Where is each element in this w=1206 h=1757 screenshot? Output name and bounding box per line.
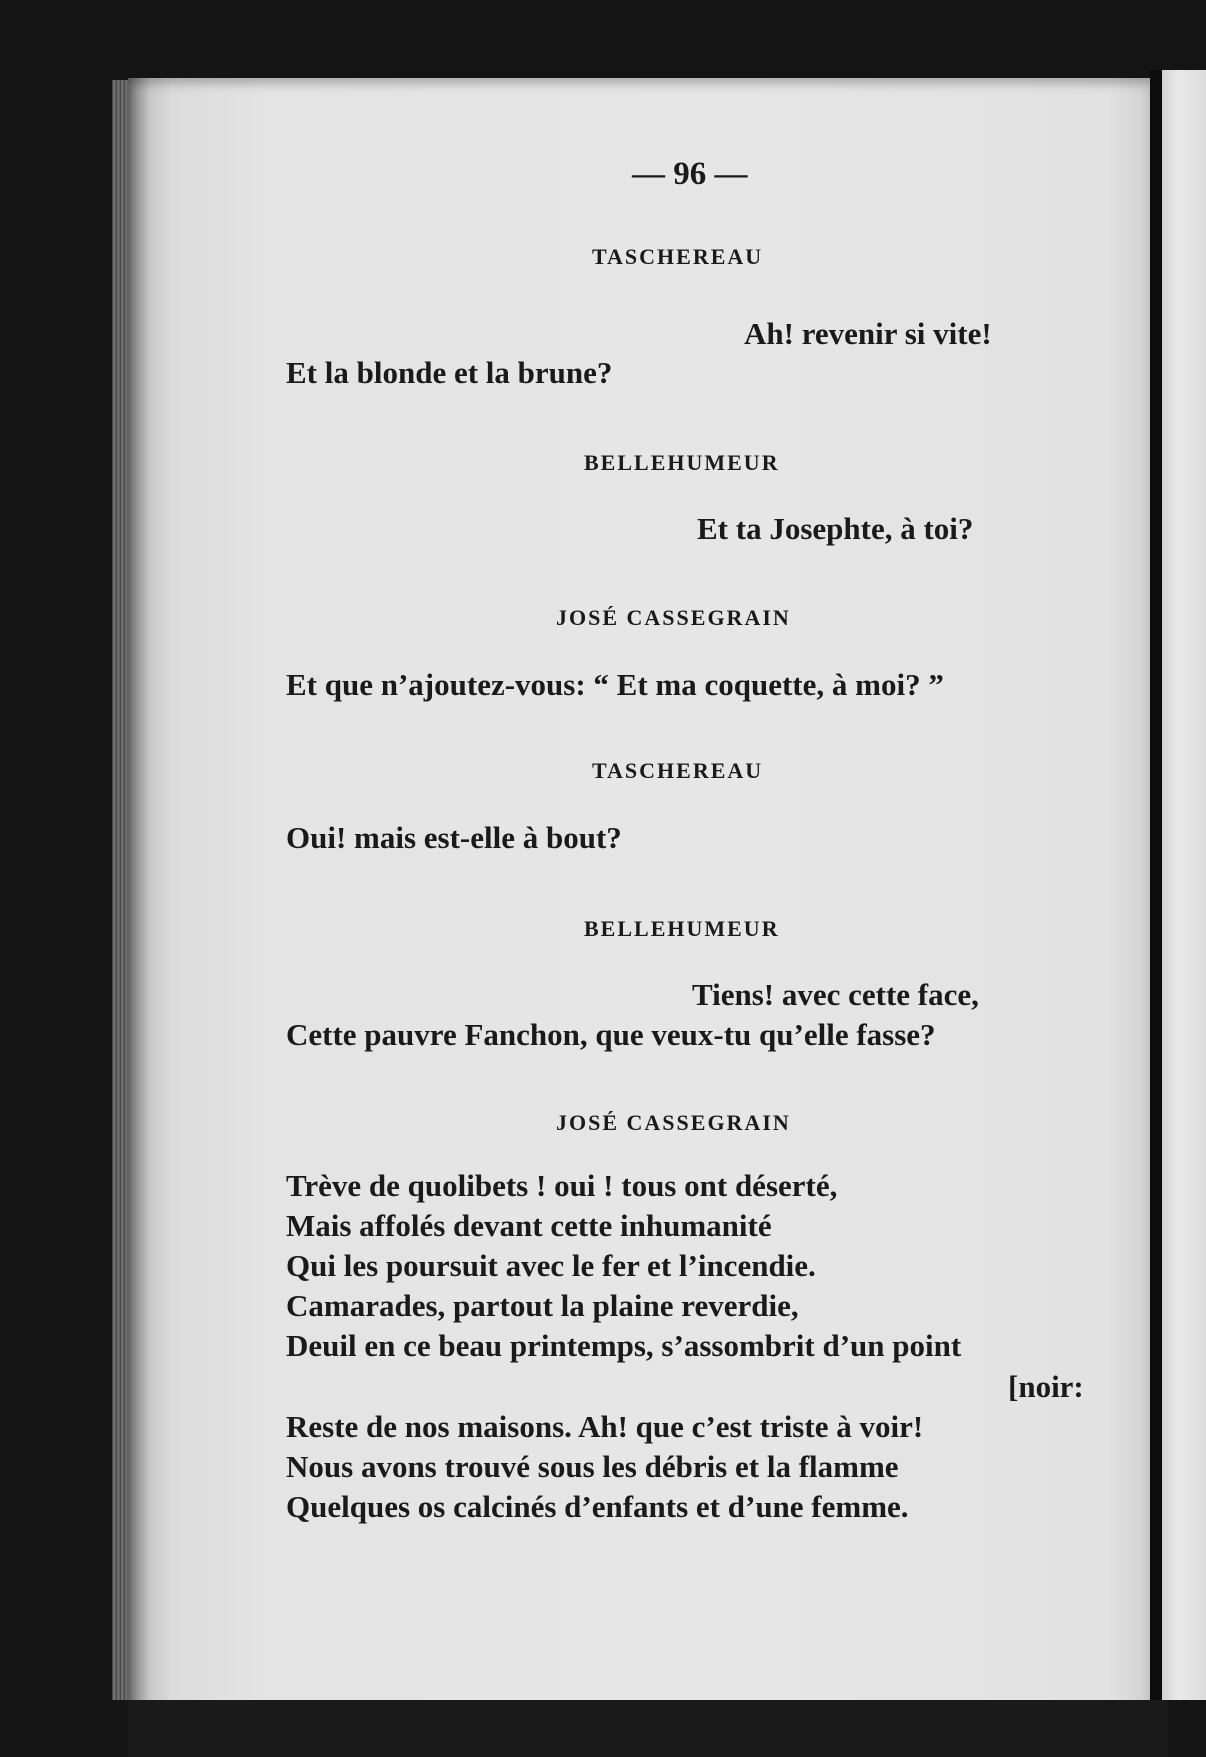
bottom-shadow	[128, 1700, 1168, 1757]
verse-line: Qui les poursuit avec le fer et l’incendie.	[286, 1248, 816, 1283]
page-number: — 96 —	[632, 156, 748, 192]
verse-line: Trève de quolibets ! oui ! tous ont déserté,	[286, 1168, 838, 1203]
verse-line: Ah! revenir si vite!	[744, 316, 992, 351]
verse-line: Nous avons trouvé sous les débris et la flamme	[286, 1449, 899, 1484]
speaker-name: JOSÉ CASSEGRAIN	[556, 1110, 791, 1135]
verse-line: Reste de nos maisons. Ah! que c’est triste à voir!	[286, 1409, 924, 1444]
page-gutter	[1150, 70, 1162, 1710]
verse-line: Cette pauvre Fanchon, que veux-tu qu’elle fasse?	[286, 1017, 936, 1052]
speaker-name: BELLEHUMEUR	[584, 916, 780, 941]
verse-line: Et ta Josephte, à toi?	[697, 511, 974, 546]
verse-line: Et la blonde et la brune?	[286, 355, 613, 390]
verse-line: Quelques os calcinés d’enfants et d’une femme.	[286, 1489, 909, 1524]
speaker-name: BELLEHUMEUR	[584, 450, 780, 475]
speaker-name: TASCHEREAU	[592, 244, 764, 269]
speaker-name: TASCHEREAU	[592, 758, 764, 783]
verse-line: Oui! mais est-elle à bout?	[286, 820, 622, 855]
next-page-edge	[1160, 70, 1206, 1700]
verse-line: Et que n’ajoutez-vous: “ Et ma coquette, à moi? ”	[286, 667, 944, 702]
speaker-name: JOSÉ CASSEGRAIN	[556, 605, 791, 630]
verse-line: Camarades, partout la plaine reverdie,	[286, 1288, 799, 1323]
verse-line-continuation: [noir:	[1008, 1369, 1084, 1404]
verse-line: Deuil en ce beau printemps, s’assombrit d’un point	[286, 1328, 962, 1363]
verse-line: Tiens! avec cette face,	[692, 977, 979, 1012]
verse-line: Mais affolés devant cette inhumanité	[286, 1208, 772, 1243]
